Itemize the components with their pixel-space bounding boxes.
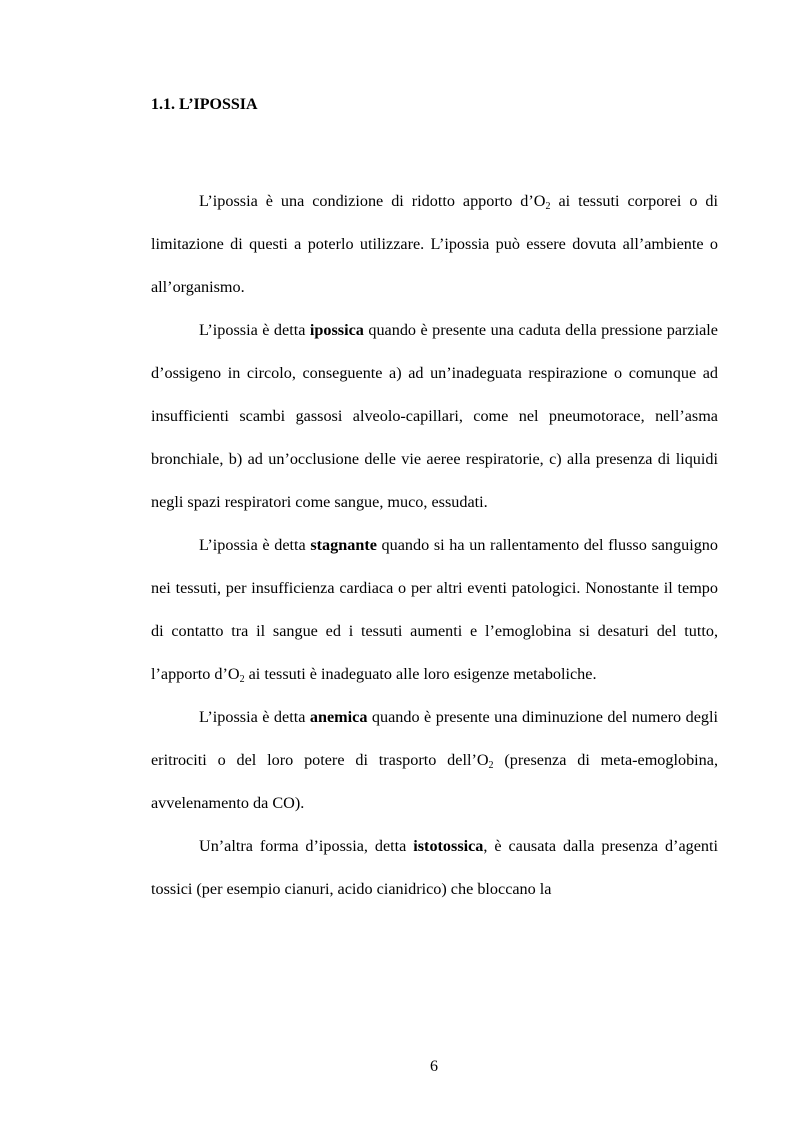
text-run: L’ipossia è una condizione di ridotto apporto d’O — [199, 192, 546, 210]
text-run: (presenza di meta-emoglobina, avvelenamento da CO). — [151, 751, 719, 812]
text-run: quando si ha un rallentamento del flusso sanguigno nei tessuti, per insufficienza cardiaca o per altri eventi patologici. Nonostante il tempo di contatto tra il sangue ed i tessuti aumenti e l’emoglobina si desaturi del tutto, l’apporto d’O — [151, 536, 718, 683]
text-run: ai tessuti è inadeguato alle loro esigenze metaboliche. — [244, 665, 597, 683]
page-number: 6 — [430, 1058, 438, 1075]
subscript: 2 — [239, 674, 245, 685]
term-ipossica: ipossica — [309, 321, 364, 339]
term-anemica: anemica — [309, 708, 368, 726]
text-run: quando è presente una diminuzione del numero degli eritrociti o del loro potere di trasporto dell’O — [151, 708, 718, 769]
paragraph-definition — [151, 180, 718, 309]
text-run: Un’altra forma d’ipossia, detta — [199, 837, 414, 855]
text-run: quando è presente una caduta della pressione parziale d’ossigeno in circolo, conseguente a) ad un’inadeguata respirazione o comunque ad insufficienti scambi gassosi alveolo-capillari, come nel pneumotorace, nell’asma bronchiale, b) ad un’occlusione delle vie aeree respiratorie, c) alla presenza di liquidi negli spazi respiratori come sangue, muco, essudati. — [151, 321, 718, 511]
paragraph-stagnante — [151, 524, 718, 696]
text-run: L’ipossia è detta — [199, 321, 310, 339]
paragraph-istotossica — [151, 825, 718, 911]
term-istotossica: istotossica — [413, 837, 484, 855]
subscript: 2 — [488, 760, 494, 771]
text-run: , è causata dalla presenza d’agenti tossici (per esempio cianuri, acido cianidrico) che bloccano la — [151, 837, 718, 898]
text-run: L’ipossia è detta — [199, 708, 310, 726]
term-stagnante: stagnante — [310, 536, 377, 554]
subscript: 2 — [545, 201, 551, 212]
text-run: ai tessuti corporei o di limitazione di questi a poterlo utilizzare. L’ipossia può essere dovuta all’ambiente o all’organismo. — [151, 192, 718, 296]
section-heading: 1.1. L’IPOSSIA — [151, 96, 258, 113]
text-run: L’ipossia è detta — [199, 536, 311, 554]
paragraph-anemica — [151, 696, 718, 825]
paragraph-ipossica — [151, 309, 718, 524]
body-text — [151, 180, 718, 911]
